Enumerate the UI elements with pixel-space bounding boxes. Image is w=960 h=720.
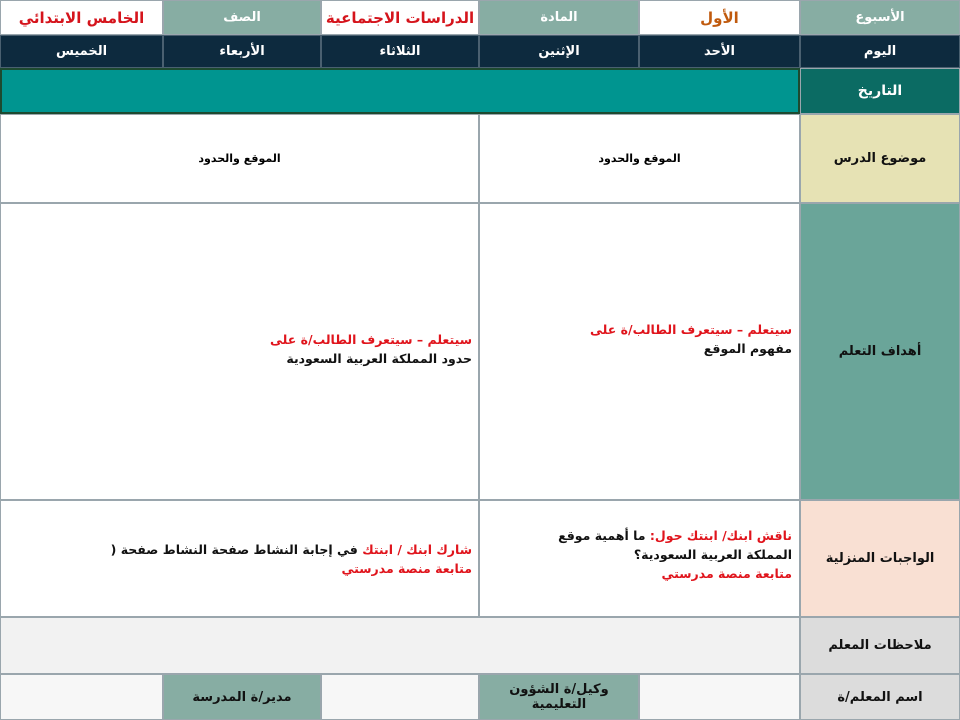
day-wednesday: الأربعاء <box>163 35 321 68</box>
objectives-2 <box>270 330 472 368</box>
objectives-2-text: حدود المملكة العربية السعودية <box>286 351 472 366</box>
day-monday: الإثنين <box>479 35 639 68</box>
objectives-label: أهداف التعلم <box>800 203 960 500</box>
homework-1 <box>512 526 792 583</box>
topic-cell-1: الموقع والحدود <box>479 114 800 203</box>
deputy-label: وكيل/ة الشؤون التعليمية <box>479 674 639 720</box>
teacher-field[interactable] <box>639 674 800 720</box>
date-field[interactable] <box>0 68 800 114</box>
homework-1-intro: ناقش ابنك/ ابنتك حول: <box>649 528 792 543</box>
homework-2-text: في إجابة النشاط صفحة النشاط صفحة ( <box>110 542 358 557</box>
day-sunday: الأحد <box>639 35 800 68</box>
grade-label: الصف <box>163 0 321 35</box>
topic-cell-2: الموقع والحدود <box>0 114 479 203</box>
objectives-1 <box>590 320 792 358</box>
day-tuesday: الثلاثاء <box>321 35 479 68</box>
day-label: اليوم <box>800 35 960 68</box>
principal-field[interactable] <box>0 674 163 720</box>
subject-label: المادة <box>479 0 639 35</box>
day-thursday: الخميس <box>0 35 163 68</box>
homework-1-follow: متابعة منصة مدرستي <box>661 566 792 581</box>
objectives-1-text: مفهوم الموقع <box>703 341 792 356</box>
topic-label: موضوع الدرس <box>800 114 960 203</box>
week-label: الأسبوع <box>800 0 960 35</box>
objectives-2-intro: سيتعلم – سيتعرف الطالب/ة على <box>270 332 472 347</box>
notes-field[interactable] <box>0 617 800 674</box>
homework-label: الواجبات المنزلية <box>800 500 960 617</box>
subject-value: الدراسات الاجتماعية <box>321 0 479 35</box>
week-value: الأول <box>639 0 800 35</box>
notes-label: ملاحظات المعلم <box>800 617 960 674</box>
date-label: التاريخ <box>800 68 960 114</box>
deputy-field[interactable] <box>321 674 479 720</box>
grade-value: الخامس الابتدائي <box>0 0 163 35</box>
principal-label: مدير/ة المدرسة <box>163 674 321 720</box>
homework-1-text: ما أهمية موقع المملكة العربية السعودية؟ <box>558 528 792 562</box>
homework-2 <box>92 540 472 578</box>
homework-2-intro: شارك ابنك / ابنتك <box>362 542 472 557</box>
homework-2-follow: متابعة منصة مدرستي <box>341 561 472 576</box>
objectives-1-intro: سيتعلم – سيتعرف الطالب/ة على <box>590 322 792 337</box>
teacher-label: اسم المعلم/ة <box>800 674 960 720</box>
